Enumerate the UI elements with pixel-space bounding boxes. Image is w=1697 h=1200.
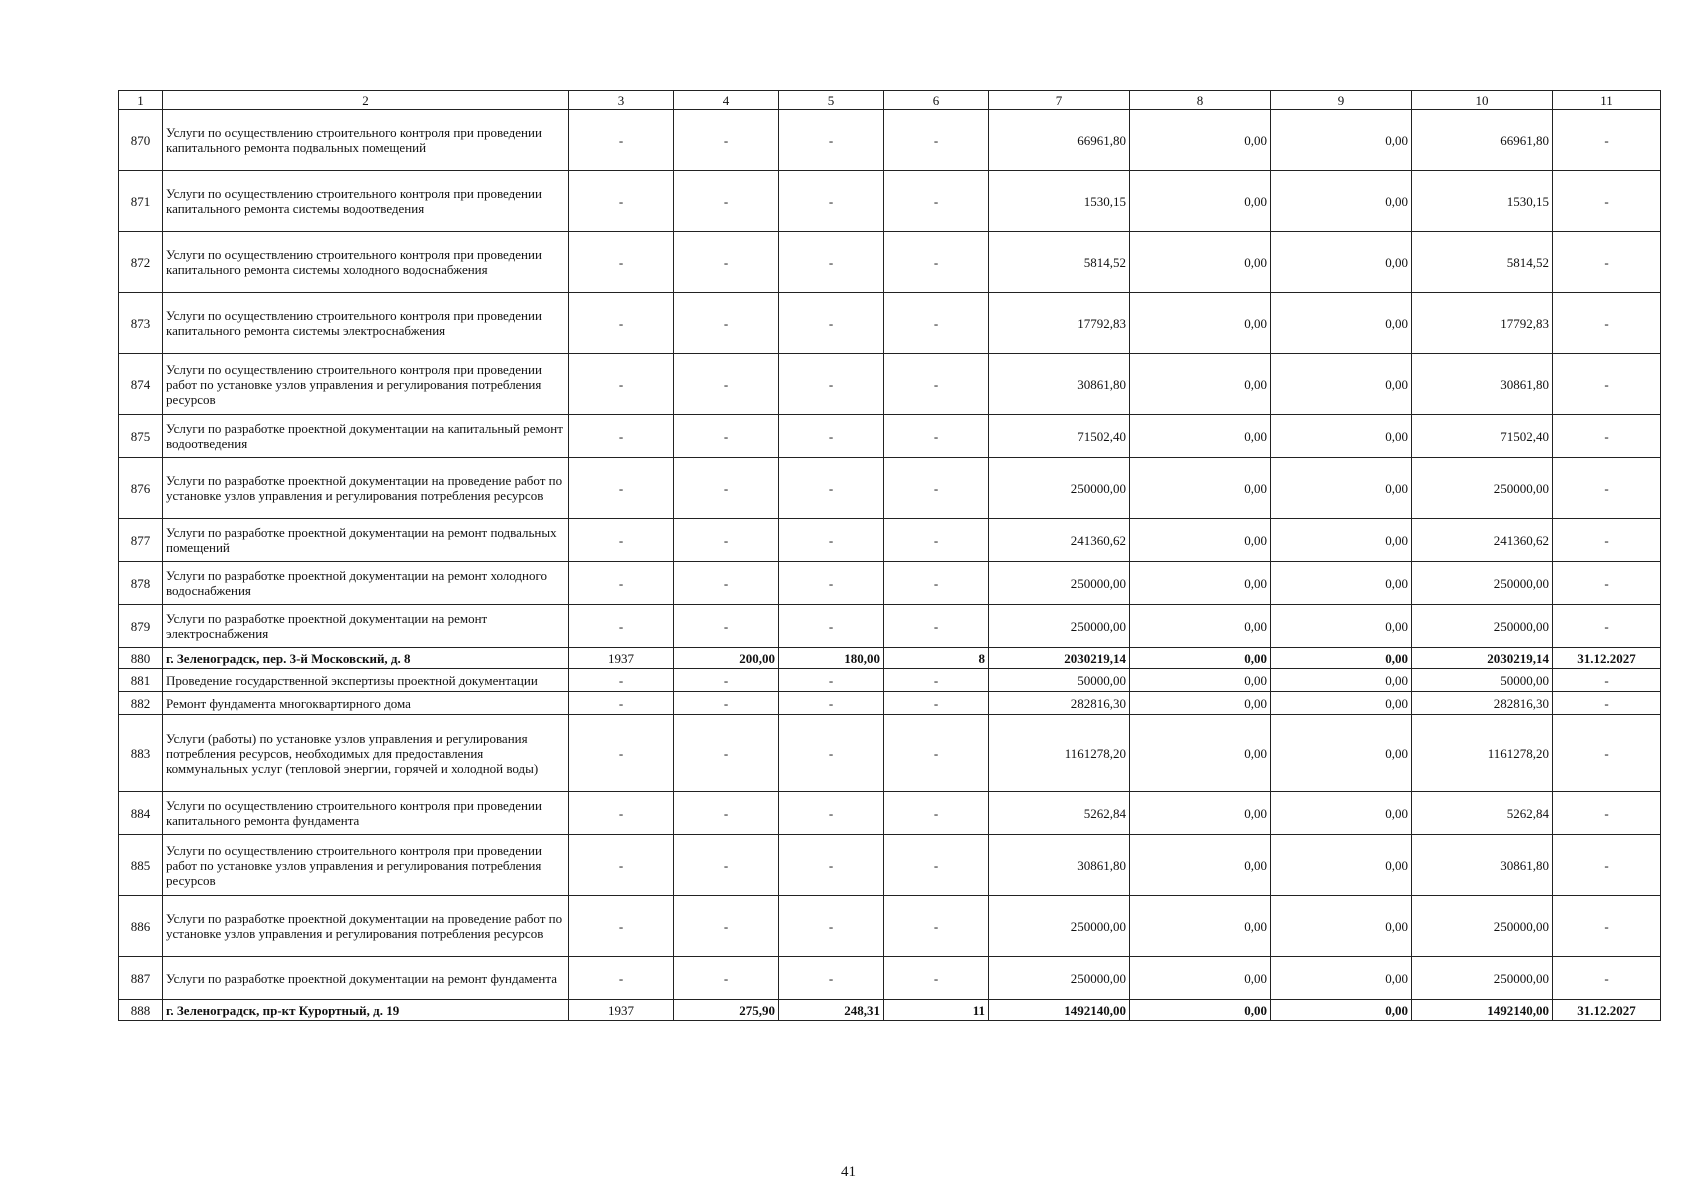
table-row [119,354,1661,415]
cell-cost-total: 250000,00 [989,562,1130,605]
cell-year-built: - [569,171,674,232]
cell-cost-total: 66961,80 [989,110,1130,171]
cell-residents: - [884,692,989,715]
cell-total-area: - [674,562,779,605]
cell-residents: - [884,896,989,957]
cell-row-number: 876 [119,458,163,519]
cell-residents: - [884,715,989,792]
table-body [119,91,1661,1021]
register-sheet [118,90,1660,1021]
col-header-11: 11 [1553,91,1661,110]
cell-residents: - [884,354,989,415]
cell-total-area: 200,00 [674,648,779,669]
col-header-1: 1 [119,91,163,110]
column-number-row [119,91,1661,110]
cell-description: Услуги по осуществлению строительного контроля при проведении капитального ремонта фундамента [163,792,569,835]
table-row [119,110,1661,171]
col-header-10: 10 [1412,91,1553,110]
cell-year-built: - [569,519,674,562]
cell-cost-fund: 0,00 [1130,110,1271,171]
cell-year-built: - [569,605,674,648]
cell-total-area: - [674,692,779,715]
cell-row-number: 878 [119,562,163,605]
cell-living-area: - [779,110,884,171]
cell-living-area: - [779,519,884,562]
cell-total-area: - [674,232,779,293]
table-row [119,792,1661,835]
cell-row-number: 884 [119,792,163,835]
cell-year-built: - [569,896,674,957]
table-row [119,715,1661,792]
cell-deadline: - [1553,562,1661,605]
cell-cost-owners: 250000,00 [1412,957,1553,1000]
cell-living-area: - [779,957,884,1000]
cell-residents: 8 [884,648,989,669]
cell-residents: - [884,232,989,293]
cell-cost-budget: 0,00 [1271,293,1412,354]
cell-residents: - [884,792,989,835]
cell-cost-fund: 0,00 [1130,648,1271,669]
cell-cost-budget: 0,00 [1271,458,1412,519]
cell-year-built: - [569,792,674,835]
cell-row-number: 882 [119,692,163,715]
cell-cost-fund: 0,00 [1130,669,1271,692]
cell-total-area: - [674,605,779,648]
cell-living-area: - [779,835,884,896]
cell-cost-fund: 0,00 [1130,415,1271,458]
cell-deadline: - [1553,896,1661,957]
col-header-9: 9 [1271,91,1412,110]
cell-cost-fund: 0,00 [1130,171,1271,232]
cell-total-area: - [674,519,779,562]
cell-deadline: - [1553,692,1661,715]
capital-repair-table [118,90,1661,1021]
cell-residents: - [884,669,989,692]
cell-total-area: - [674,415,779,458]
cell-description: Услуги по осуществлению строительного контроля при проведении капитального ремонта системы водоотведения [163,171,569,232]
cell-living-area: 180,00 [779,648,884,669]
col-header-2: 2 [163,91,569,110]
cell-year-built: - [569,835,674,896]
cell-description: Услуги по осуществлению строительного контроля при проведении работ по установке узлов управления и регулирования потребления ресурсов [163,354,569,415]
table-row [119,692,1661,715]
cell-row-number: 881 [119,669,163,692]
cell-total-area: - [674,110,779,171]
col-header-5: 5 [779,91,884,110]
cell-cost-total: 5814,52 [989,232,1130,293]
cell-year-built: - [569,669,674,692]
cell-total-area: - [674,957,779,1000]
cell-residents: - [884,957,989,1000]
table-row [119,896,1661,957]
cell-total-area: - [674,896,779,957]
cell-cost-owners: 250000,00 [1412,562,1553,605]
cell-living-area: - [779,458,884,519]
cell-description: Услуги по разработке проектной документации на ремонт холодного водоснабжения [163,562,569,605]
cell-cost-fund: 0,00 [1130,562,1271,605]
cell-cost-budget: 0,00 [1271,415,1412,458]
cell-residents: - [884,415,989,458]
cell-deadline: - [1553,605,1661,648]
table-row [119,605,1661,648]
cell-residents: - [884,171,989,232]
cell-cost-total: 1492140,00 [989,1000,1130,1021]
cell-cost-fund: 0,00 [1130,519,1271,562]
cell-deadline: - [1553,293,1661,354]
cell-total-area: - [674,669,779,692]
table-row [119,835,1661,896]
cell-total-area: 275,90 [674,1000,779,1021]
col-header-3: 3 [569,91,674,110]
cell-deadline: - [1553,110,1661,171]
cell-deadline: - [1553,669,1661,692]
cell-cost-budget: 0,00 [1271,1000,1412,1021]
cell-cost-fund: 0,00 [1130,232,1271,293]
cell-row-number: 873 [119,293,163,354]
cell-cost-total: 1530,15 [989,171,1130,232]
cell-cost-fund: 0,00 [1130,692,1271,715]
cell-living-area: - [779,605,884,648]
cell-residents: - [884,110,989,171]
cell-year-built: - [569,232,674,293]
cell-cost-budget: 0,00 [1271,110,1412,171]
cell-description: Услуги по разработке проектной документации на ремонт фундамента [163,957,569,1000]
cell-description: Услуги по разработке проектной документации на ремонт подвальных помещений [163,519,569,562]
address-row [119,1000,1661,1021]
cell-cost-owners: 66961,80 [1412,110,1553,171]
cell-cost-budget: 0,00 [1271,354,1412,415]
table-row [119,562,1661,605]
cell-deadline: - [1553,792,1661,835]
cell-cost-total: 5262,84 [989,792,1130,835]
cell-cost-fund: 0,00 [1130,835,1271,896]
cell-cost-fund: 0,00 [1130,354,1271,415]
cell-cost-owners: 17792,83 [1412,293,1553,354]
cell-residents: - [884,562,989,605]
cell-living-area: - [779,171,884,232]
cell-row-number: 874 [119,354,163,415]
cell-cost-budget: 0,00 [1271,605,1412,648]
table-row [119,171,1661,232]
cell-cost-budget: 0,00 [1271,692,1412,715]
col-header-8: 8 [1130,91,1271,110]
cell-cost-total: 2030219,14 [989,648,1130,669]
cell-description: Услуги по осуществлению строительного контроля при проведении работ по установке узлов управления и регулирования потребления ресурсов [163,835,569,896]
cell-cost-owners: 250000,00 [1412,605,1553,648]
cell-cost-owners: 1530,15 [1412,171,1553,232]
cell-row-number: 880 [119,648,163,669]
cell-year-built: - [569,692,674,715]
cell-cost-owners: 5262,84 [1412,792,1553,835]
cell-cost-fund: 0,00 [1130,293,1271,354]
table-row [119,232,1661,293]
cell-row-number: 883 [119,715,163,792]
cell-cost-total: 241360,62 [989,519,1130,562]
cell-cost-budget: 0,00 [1271,669,1412,692]
cell-deadline: - [1553,171,1661,232]
cell-living-area: - [779,896,884,957]
cell-year-built: - [569,110,674,171]
cell-total-area: - [674,171,779,232]
cell-deadline: - [1553,835,1661,896]
cell-cost-owners: 2030219,14 [1412,648,1553,669]
table-row [119,519,1661,562]
cell-cost-budget: 0,00 [1271,648,1412,669]
cell-cost-owners: 250000,00 [1412,896,1553,957]
cell-year-built: - [569,957,674,1000]
cell-cost-fund: 0,00 [1130,792,1271,835]
cell-cost-budget: 0,00 [1271,792,1412,835]
cell-description: Услуги по разработке проектной документации на проведение работ по установке узлов управления и регулирования потребления ресурсов [163,896,569,957]
cell-residents: - [884,605,989,648]
cell-cost-total: 250000,00 [989,458,1130,519]
cell-cost-fund: 0,00 [1130,605,1271,648]
col-header-4: 4 [674,91,779,110]
cell-cost-total: 71502,40 [989,415,1130,458]
cell-description: Услуги по разработке проектной документации на ремонт электроснабжения [163,605,569,648]
cell-total-area: - [674,458,779,519]
cell-living-area: - [779,692,884,715]
table-row [119,957,1661,1000]
cell-total-area: - [674,715,779,792]
cell-cost-fund: 0,00 [1130,896,1271,957]
cell-description: Услуги по осуществлению строительного контроля при проведении капитального ремонта системы холодного водоснабжения [163,232,569,293]
cell-living-area: - [779,562,884,605]
cell-row-number: 885 [119,835,163,896]
cell-total-area: - [674,354,779,415]
cell-living-area: - [779,415,884,458]
cell-cost-owners: 282816,30 [1412,692,1553,715]
cell-cost-total: 282816,30 [989,692,1130,715]
cell-residents: - [884,458,989,519]
cell-living-area: - [779,792,884,835]
cell-residents: - [884,519,989,562]
cell-cost-budget: 0,00 [1271,896,1412,957]
cell-row-number: 888 [119,1000,163,1021]
cell-deadline: - [1553,458,1661,519]
cell-living-area: 248,31 [779,1000,884,1021]
cell-living-area: - [779,669,884,692]
cell-deadline: 31.12.2027 [1553,1000,1661,1021]
cell-total-area: - [674,835,779,896]
cell-description: Услуги по осуществлению строительного контроля при проведении капитального ремонта системы электроснабжения [163,293,569,354]
cell-cost-total: 250000,00 [989,605,1130,648]
cell-description: г. Зеленоградск, пр-кт Курортный, д. 19 [163,1000,569,1021]
table-row [119,293,1661,354]
cell-description: Услуги по разработке проектной документации на проведение работ по установке узлов управления и регулирования потребления ресурсов [163,458,569,519]
cell-deadline: - [1553,354,1661,415]
cell-description: Ремонт фундамента многоквартирного дома [163,692,569,715]
cell-row-number: 870 [119,110,163,171]
cell-deadline: - [1553,232,1661,293]
cell-cost-budget: 0,00 [1271,715,1412,792]
cell-description: Услуги (работы) по установке узлов управления и регулирования потребления ресурсов, необходимых для предоставления коммунальных услуг (тепловой энергии, горячей и холодной воды) [163,715,569,792]
cell-year-built: - [569,293,674,354]
cell-living-area: - [779,715,884,792]
table-row [119,669,1661,692]
cell-cost-owners: 30861,80 [1412,835,1553,896]
cell-cost-budget: 0,00 [1271,835,1412,896]
cell-cost-budget: 0,00 [1271,519,1412,562]
col-header-6: 6 [884,91,989,110]
cell-row-number: 875 [119,415,163,458]
cell-living-area: - [779,293,884,354]
cell-deadline: 31.12.2027 [1553,648,1661,669]
cell-cost-owners: 1161278,20 [1412,715,1553,792]
cell-residents: - [884,835,989,896]
cell-cost-total: 17792,83 [989,293,1130,354]
cell-residents: 11 [884,1000,989,1021]
cell-cost-owners: 50000,00 [1412,669,1553,692]
cell-cost-budget: 0,00 [1271,957,1412,1000]
cell-deadline: - [1553,415,1661,458]
cell-year-built: 1937 [569,1000,674,1021]
cell-row-number: 872 [119,232,163,293]
cell-row-number: 886 [119,896,163,957]
page-number: 41 [841,1164,856,1180]
cell-cost-owners: 1492140,00 [1412,1000,1553,1021]
table-row [119,458,1661,519]
cell-row-number: 877 [119,519,163,562]
cell-cost-owners: 5814,52 [1412,232,1553,293]
col-header-7: 7 [989,91,1130,110]
cell-year-built: - [569,458,674,519]
cell-total-area: - [674,792,779,835]
cell-cost-owners: 241360,62 [1412,519,1553,562]
cell-cost-owners: 250000,00 [1412,458,1553,519]
cell-cost-total: 250000,00 [989,896,1130,957]
cell-deadline: - [1553,715,1661,792]
cell-year-built: - [569,354,674,415]
address-row [119,648,1661,669]
cell-living-area: - [779,232,884,293]
cell-description: Услуги по осуществлению строительного контроля при проведении капитального ремонта подвальных помещений [163,110,569,171]
cell-cost-budget: 0,00 [1271,232,1412,293]
cell-description: Услуги по разработке проектной документации на капитальный ремонт водоотведения [163,415,569,458]
table-row [119,415,1661,458]
cell-cost-fund: 0,00 [1130,458,1271,519]
cell-year-built: 1937 [569,648,674,669]
cell-residents: - [884,293,989,354]
cell-cost-fund: 0,00 [1130,957,1271,1000]
cell-row-number: 887 [119,957,163,1000]
cell-cost-budget: 0,00 [1271,562,1412,605]
cell-cost-total: 50000,00 [989,669,1130,692]
cell-cost-fund: 0,00 [1130,715,1271,792]
cell-total-area: - [674,293,779,354]
cell-living-area: - [779,354,884,415]
cell-cost-total: 250000,00 [989,957,1130,1000]
cell-description: Проведение государственной экспертизы проектной документации [163,669,569,692]
cell-year-built: - [569,562,674,605]
cell-deadline: - [1553,957,1661,1000]
cell-cost-total: 1161278,20 [989,715,1130,792]
cell-cost-total: 30861,80 [989,354,1130,415]
cell-cost-fund: 0,00 [1130,1000,1271,1021]
cell-year-built: - [569,415,674,458]
cell-cost-total: 30861,80 [989,835,1130,896]
cell-deadline: - [1553,519,1661,562]
cell-cost-owners: 30861,80 [1412,354,1553,415]
cell-year-built: - [569,715,674,792]
cell-cost-owners: 71502,40 [1412,415,1553,458]
cell-row-number: 871 [119,171,163,232]
cell-description: г. Зеленоградск, пер. 3-й Московский, д. 8 [163,648,569,669]
cell-cost-budget: 0,00 [1271,171,1412,232]
cell-row-number: 879 [119,605,163,648]
